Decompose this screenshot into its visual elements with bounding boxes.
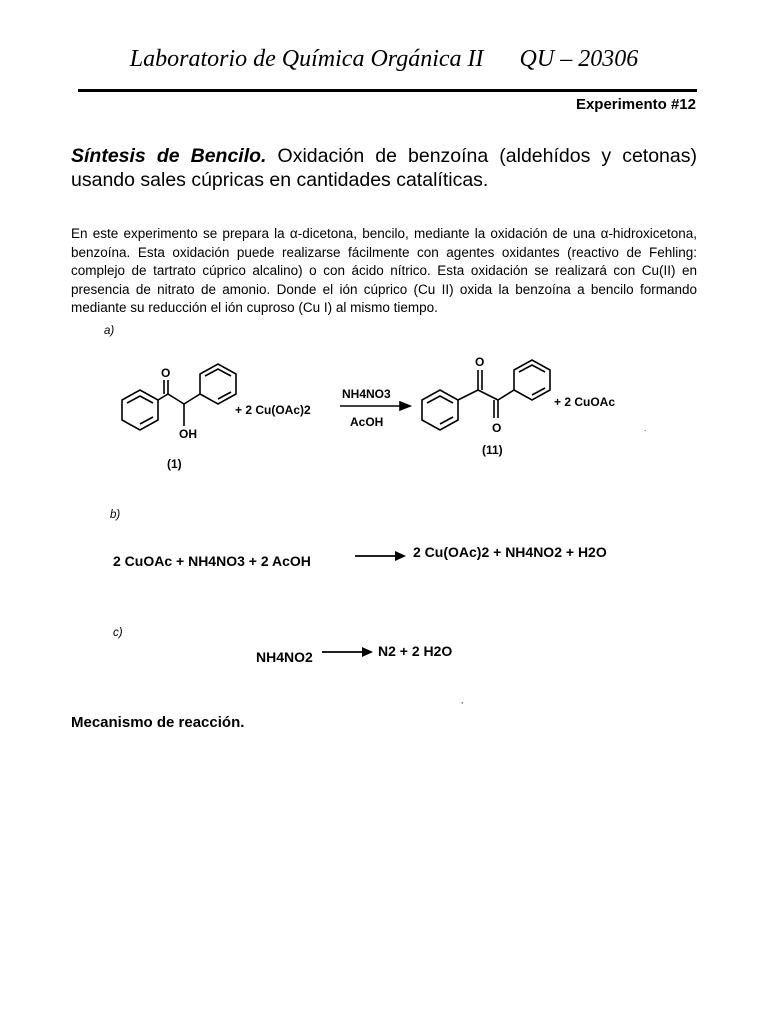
scheme-a-label: a) bbox=[104, 325, 115, 337]
equation-c-right: N2 + 2 H2O bbox=[378, 643, 453, 659]
arrow-reagent-top: NH4NO3 bbox=[342, 387, 391, 401]
phenyl-ring-4 bbox=[514, 360, 550, 400]
product-oxo-bottom: O bbox=[492, 421, 502, 435]
page-header-title: Laboratorio de Química Orgánica II QU – 20306 bbox=[129, 46, 639, 72]
experiment-number: Experimento #12 bbox=[575, 96, 696, 113]
product-label: (11) bbox=[482, 443, 503, 457]
section-title bbox=[71, 144, 697, 192]
section-title-strong: Síntesis de Bencilo. bbox=[71, 145, 267, 167]
phenyl-ring-2 bbox=[200, 364, 236, 404]
intro-paragraph: En este experimento se prepara la α-dicetona, bencilo, mediante la oxidación de una α-hidroxicetona, benzoína. Esta oxidación puede realizarse fácilmente con agentes oxidantes (reactivo de Fehling: complejo de tartrato cúprico alcalino) o con ácido nítrico. Esta oxidación se realizará con Cu(II) en presencia de nitrato de amonio. Donde el ión cúprico (Cu II) oxida la benzoína a bencilo formando mediante su reducción el ión cuproso (Cu I) al mismo tiempo. bbox=[71, 226, 697, 315]
benzoin-oxidation-scheme bbox=[100, 340, 660, 490]
product-oxo-top: O bbox=[475, 355, 485, 369]
byproduct-cuoac: + 2 CuOAc bbox=[554, 395, 616, 409]
reactant-oxo: O bbox=[161, 366, 171, 380]
equation-c-arrow bbox=[322, 645, 374, 659]
equation-b-right: 2 Cu(OAc)2 + NH4NO2 + H2O bbox=[413, 544, 607, 560]
reactant-hydroxyl: OH bbox=[179, 427, 197, 441]
equation-c-left: NH4NO2 bbox=[256, 649, 313, 665]
arrow-reagent-bottom: AcOH bbox=[350, 415, 384, 429]
stray-dot: . bbox=[644, 424, 647, 433]
scheme-c-label: c) bbox=[113, 627, 123, 639]
section-title-rest: Oxidación de benzoína (aldehídos y cetonas) usando sales cúpricas en cantidades catalíticas. bbox=[71, 145, 697, 191]
mechanism-heading: Mecanismo de reacción. bbox=[71, 714, 245, 731]
header-rule bbox=[78, 89, 697, 92]
reagent-copper-acetate: + 2 Cu(OAc)2 bbox=[235, 403, 311, 417]
scheme-b-label: b) bbox=[110, 509, 121, 521]
equation-b-arrow bbox=[355, 549, 407, 563]
reactant-label: (1) bbox=[167, 457, 182, 471]
equation-b-left: 2 CuOAc + NH4NO3 + 2 AcOH bbox=[113, 553, 311, 569]
stray-dot-2: , bbox=[461, 696, 464, 705]
